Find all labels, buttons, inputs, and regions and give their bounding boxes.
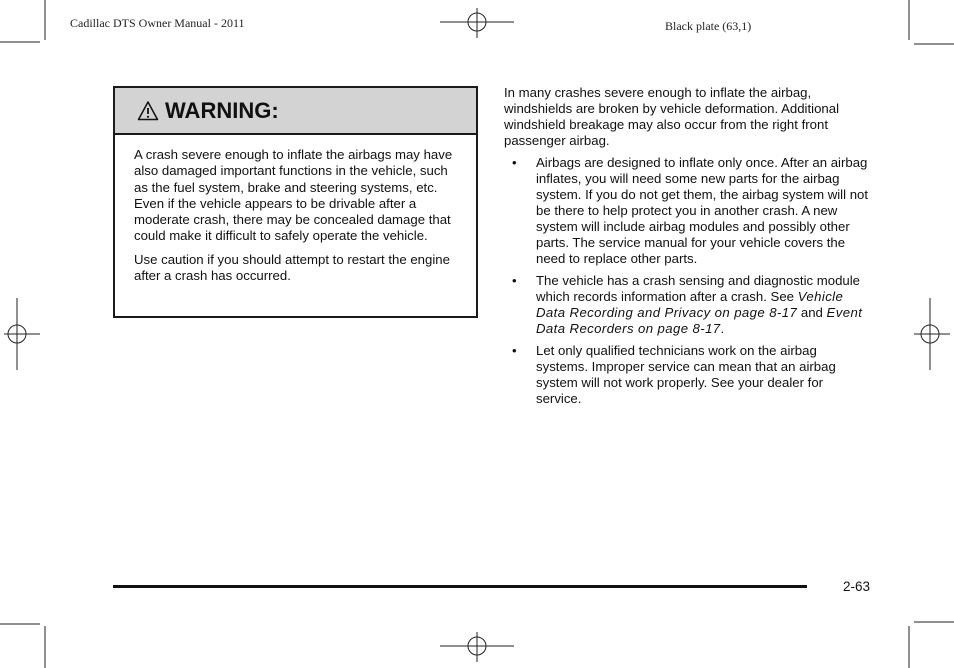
- cross-reference-link[interactable]: Vehicle Data Recording and Privacy on page 8‑17: [536, 289, 844, 320]
- warning-title: WARNING:: [165, 97, 279, 123]
- warning-header: [115, 88, 476, 135]
- list-item: [504, 155, 869, 267]
- intro-paragraph: In many crashes severe enough to inflate the airbag, windshields are broken by vehicle deformation. Additional windshield breakage may also occur from the right front passenger airbag.: [504, 85, 840, 148]
- list-item-text: The vehicle has a crash sensing and diagnostic module which records information after a crash. See: [536, 273, 861, 304]
- warning-body: [115, 135, 476, 284]
- list-item-text: Let only qualified technicians work on the airbag systems. Improper service can mean that an airbag system will not work properly. See your dealer for service.: [536, 343, 836, 406]
- warning-paragraph: Use caution if you should attempt to restart the engine after a crash has occurred.: [134, 251, 450, 284]
- header-manual-title: Cadillac DTS Owner Manual - 2011: [70, 16, 245, 30]
- list-item: [504, 343, 869, 407]
- bullet-icon: •: [512, 273, 517, 288]
- warning-paragraph: A crash severe enough to inflate the airbags may have also damaged important functions in the vehicle, such as the fuel system, brake and steering systems, etc. Even if the vehicle appears to be drivable after a moderate crash, there may be concealed damage that could make it difficult to safely operate the vehicle.: [134, 147, 453, 244]
- warning-box: [113, 86, 478, 318]
- list-item-text: Airbags are designed to inflate only once. After an airbag inflates, you will need some new parts for the airbag system. If you do not get them, the airbag system will not be there to help protect you in another crash. A new system will include airbag modules and possibly other parts. The service manual for your vehicle covers the need to replace other parts.: [536, 155, 869, 266]
- page-number: 2-63: [843, 579, 871, 594]
- right-column: [504, 85, 869, 413]
- conjunction-text: and: [800, 305, 823, 320]
- warning-triangle-icon: [137, 100, 159, 122]
- bullet-list: [504, 155, 869, 407]
- bullet-icon: •: [512, 155, 517, 170]
- header-plate-label: Black plate (63,1): [665, 19, 752, 33]
- cross-reference-link[interactable]: Event Data Recorders on page 8‑17: [536, 305, 863, 336]
- bullet-icon: •: [512, 343, 517, 358]
- sentence-period: .: [720, 321, 725, 336]
- footer-rule: [113, 585, 807, 588]
- list-item: [504, 273, 869, 337]
